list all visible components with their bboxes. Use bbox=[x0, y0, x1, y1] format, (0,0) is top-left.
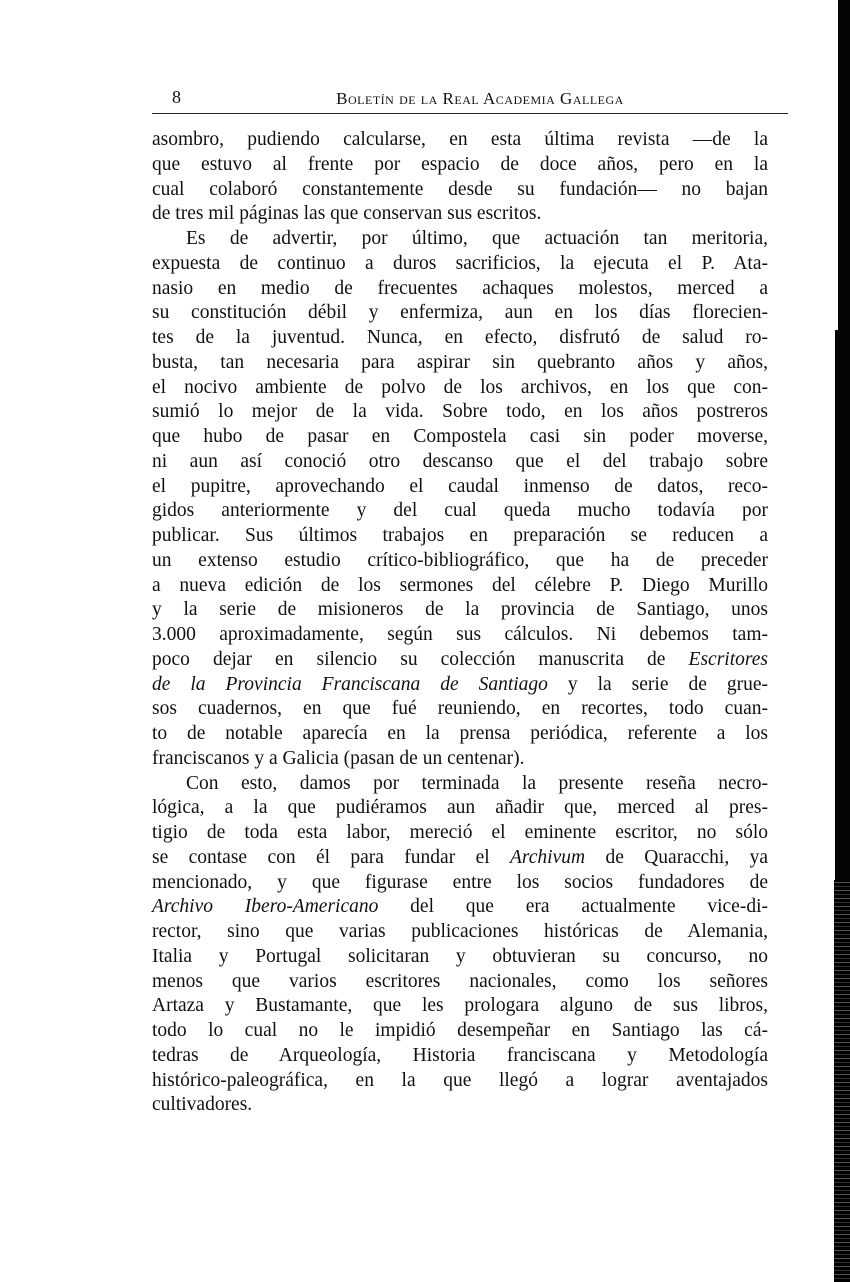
italic-title: de la Provincia Franciscana de Santiago bbox=[152, 673, 548, 695]
text-line: todo lo cual no le impidió desempeñar en Santiago las cá- bbox=[152, 1020, 768, 1041]
scan-edge-shadow-bottom bbox=[834, 880, 850, 1282]
text-line bbox=[152, 648, 768, 673]
text-line: Es de advertir, por último, que actuación tan meritoria, bbox=[186, 228, 768, 249]
text-line bbox=[152, 673, 768, 698]
text-line: su constitución débil y enfermiza, aun en los días florecien- bbox=[152, 302, 768, 324]
text-segment: se contase con él para fundar el bbox=[152, 846, 510, 868]
header-rule bbox=[152, 113, 788, 114]
text-line: cultivadores. bbox=[152, 1094, 253, 1116]
text-line: que hubo de pasar en Compostela casi sin poder moverse, bbox=[152, 426, 768, 447]
text-line: lógica, a la que pudiéramos aun añadir que, merced al pres- bbox=[152, 797, 768, 819]
text-line: sos cuadernos, en que fué reuniendo, en recortes, todo cuan- bbox=[152, 698, 768, 720]
text-line bbox=[152, 846, 768, 871]
text-line: tedras de Arqueología, Historia franciscana y Metodología bbox=[152, 1044, 768, 1066]
text-line: tes de la juventud. Nunca, en efecto, disfrutó de salud ro- bbox=[152, 327, 768, 348]
text-line: publicar. Sus últimos trabajos en preparación se reducen a bbox=[152, 525, 768, 546]
text-line: que estuvo al frente por espacio de doce años, pero en la bbox=[152, 153, 768, 175]
text-line: rector, sino que varias publicaciones históricas de Alemania, bbox=[152, 921, 768, 942]
running-title: Boletín de la Real Academia Gallega bbox=[336, 89, 624, 108]
text-line: Con esto, damos por terminada la presente reseña necro- bbox=[186, 772, 768, 794]
body-text bbox=[152, 128, 768, 1118]
text-segment: poco dejar en silencio su colección manuscrita de bbox=[152, 648, 689, 670]
text-line: a nueva edición de los sermones del célebre P. Diego Murillo bbox=[152, 574, 768, 596]
text-line: menos que varios escritores nacionales, como los señores bbox=[152, 970, 768, 992]
text-line: y la serie de misioneros de la provincia de Santiago, unos bbox=[152, 599, 768, 621]
text-line: cual colaboró constantemente desde su fundación— no bajan bbox=[152, 178, 768, 200]
text-line: franciscanos y a Galicia (pasan de un centenar). bbox=[152, 747, 525, 769]
text-segment: de Quaracchi, ya bbox=[585, 846, 768, 868]
text-line: asombro, pudiendo calcularse, en esta última revista —de la bbox=[152, 129, 768, 150]
italic-title: Archivo Ibero-Americano bbox=[152, 896, 379, 918]
text-line: 3.000 aproximadamente, según sus cálculos. Ni debemos tam- bbox=[152, 624, 768, 645]
text-line: tigio de toda esta labor, mereció el eminente escritor, no sólo bbox=[152, 822, 768, 843]
text-segment: del que era actualmente vice-di- bbox=[378, 896, 768, 918]
book-page bbox=[152, 80, 768, 1116]
text-line: un extenso estudio crítico-bibliográfico, que ha de preceder bbox=[152, 549, 768, 571]
text-line: de tres mil páginas las que conservan sus escritos. bbox=[152, 203, 542, 225]
text-line: busta, tan necesaria para aspirar sin quebranto años y años, bbox=[152, 351, 768, 373]
italic-title: Archivum bbox=[510, 846, 586, 868]
italic-title: Escritores bbox=[688, 648, 768, 670]
text-line: ni aun así conoció otro descanso que el del trabajo sobre bbox=[152, 450, 768, 472]
text-line: sumió lo mejor de la vida. Sobre todo, en los años postreros bbox=[152, 401, 768, 423]
text-line: Artaza y Bustamante, que les prologara alguno de sus libros, bbox=[152, 995, 768, 1017]
text-line bbox=[152, 895, 768, 920]
text-line: Italia y Portugal solicitaran y obtuvieran su concurso, no bbox=[152, 945, 768, 967]
text-line: mencionado, y que figurase entre los socios fundadores de bbox=[152, 871, 768, 893]
text-line: histórico-paleográfica, en la que llegó a lograr aventajados bbox=[152, 1069, 768, 1091]
text-line: gidos anteriormente y del cual queda mucho todavía por bbox=[152, 500, 768, 522]
text-line: el nocivo ambiente de polvo de los archivos, en los que con- bbox=[152, 376, 768, 398]
page-number: 8 bbox=[172, 87, 181, 107]
text-line: el pupitre, aprovechando el caudal inmenso de datos, reco- bbox=[152, 475, 768, 497]
running-header bbox=[152, 80, 768, 110]
text-segment: y la serie de grue- bbox=[547, 673, 768, 695]
text-line: expuesta de continuo a duros sacrificios, la ejecuta el P. Ata- bbox=[152, 252, 768, 274]
text-line: nasio en medio de frecuentes achaques molestos, merced a bbox=[152, 277, 768, 299]
text-line: to de notable aparecía en la prensa periódica, referente a los bbox=[152, 723, 768, 744]
